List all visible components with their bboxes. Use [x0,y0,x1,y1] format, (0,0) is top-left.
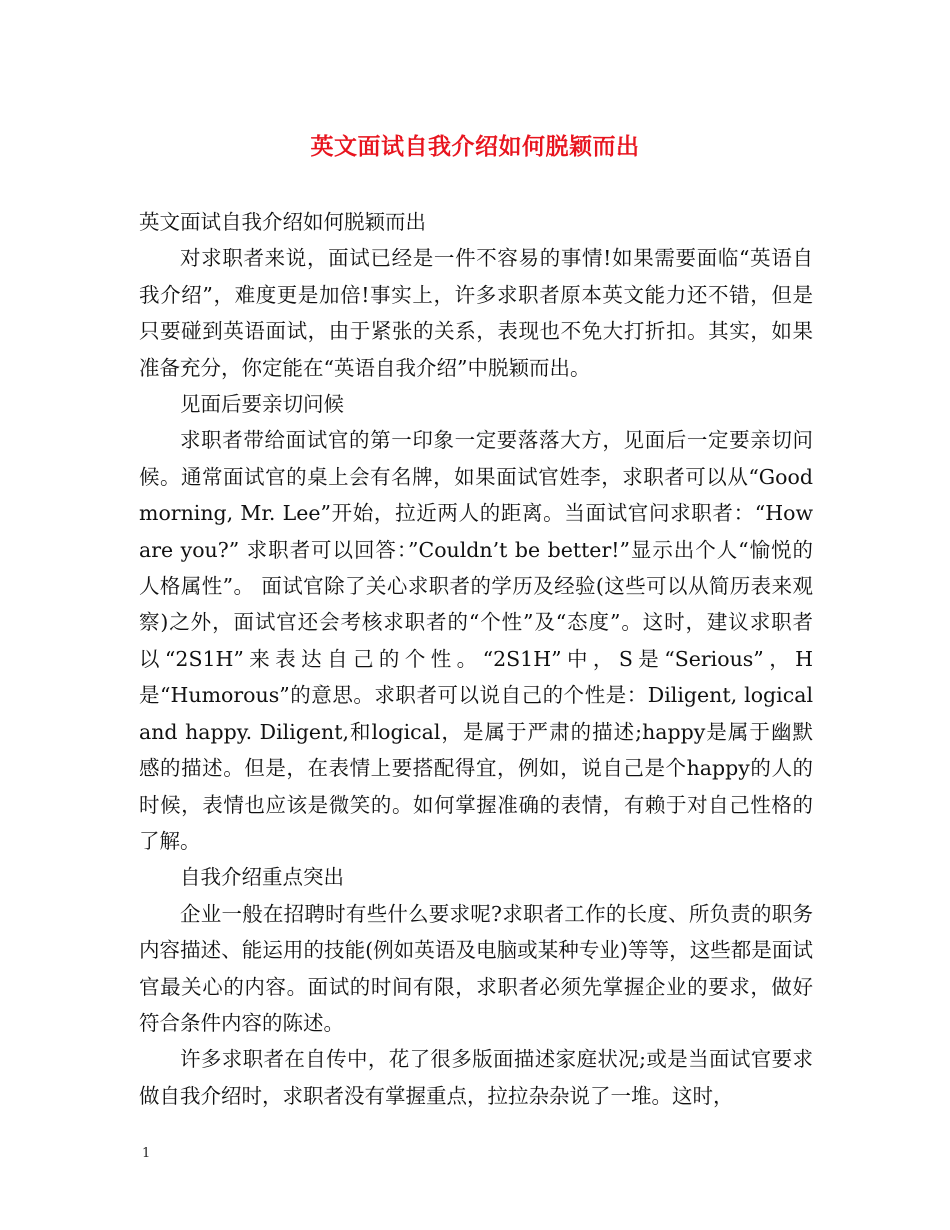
paragraph-focus: 企业一般在招聘时有些什么要求呢?求职者工作的长度、所负责的职务内容描述、能运用的技能(例如英语及电脑或某种专业)等等，这些都是面试官最关心的内容。面试的时间有限，求职者必须先掌握企业的要求，做好符合条件内容的陈述。 [139,901,813,1035]
document-body [139,204,813,1114]
document-title: 英文面试自我介绍如何脱颖而出 [310,133,640,160]
section-heading-focus: 自我介绍重点突出 [180,865,344,890]
paragraph-intro: 对求职者来说，面试已经是一件不容易的事情!如果需要面临“英语自我介绍”，难度更是加倍!事实上，许多求职者原本英文能力还不错，但是只要碰到英语面试，由于紧张的关系，表现也不免大打折扣。其实，如果准备充分，你定能在“英语自我介绍”中脱颖而出。 [139,246,813,380]
paragraph-autobiography: 许多求职者在自传中，花了很多版面描述家庭状况;或是当面试官要求做自我介绍时，求职者没有掌握重点，拉拉杂杂说了一堆。这时， [139,1047,813,1108]
paragraph-greeting: 求职者带给面试官的第一印象一定要落落大方，见面后一定要亲切问候。通常面试官的桌上会有名牌，如果面试官姓李，求职者可以从“Good morning, Mr. Lee”开始，拉近两人的距离。当面试官问求职者：“How are you?” 求职者可以回答：”Couldn’t be better!”显示出个人“愉悦的人格属性”。 面试官除了关心求职者的学历及经验(这些可以从简历表来观察)之外，面试官还会考核求职者的“个性”及“态度”。这时，建议求职者以“2S1H”来表达自己的个性。“2S1H”中，S是“Serious”，H是“Humorous”的意思。求职者可以说自己的个性是：Diligent, logical and happy. Diligent,和logical，是属于严肃的描述;happy是属于幽默感的描述。但是，在表情上要搭配得宜，例如，说自己是个happy的人的时候，表情也应该是微笑的。如何掌握准确的表情，有赖于对自己性格的了解。 [139,428,813,853]
page-number: 1 [142,1146,151,1161]
paragraph-heading: 英文面试自我介绍如何脱颖而出 [139,210,426,234]
section-heading-greeting: 见面后要亲切问候 [180,392,344,417]
